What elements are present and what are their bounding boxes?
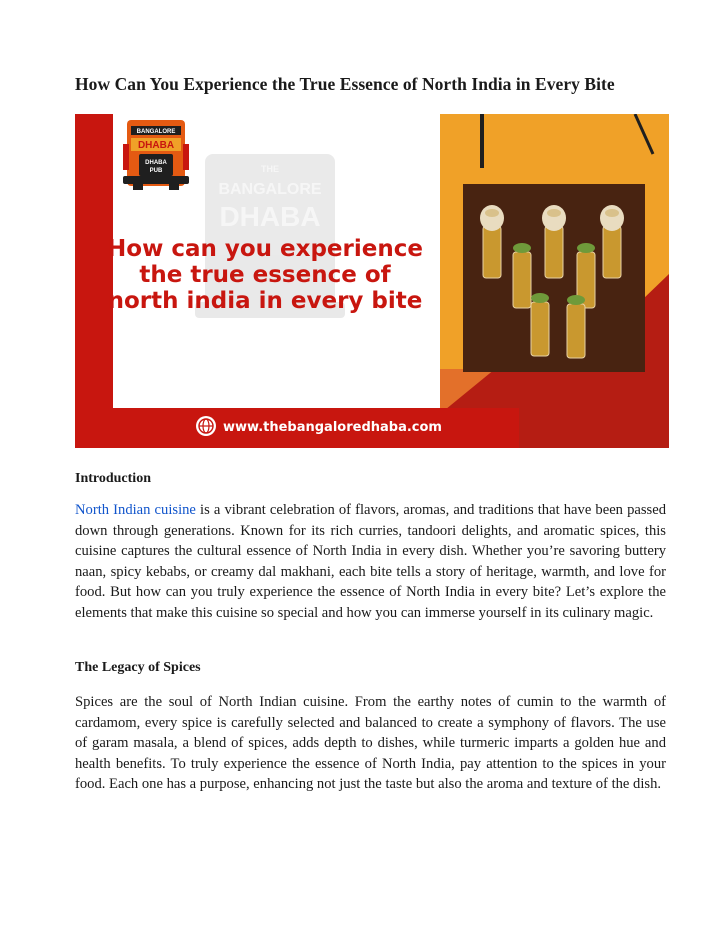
- watermark-text-1: THE: [261, 164, 279, 174]
- section-heading-spices: The Legacy of Spices: [75, 660, 201, 675]
- banner-red-frame-left: [75, 114, 113, 448]
- spices-paragraph: Spices are the soul of North Indian cuisine. From the earthy notes of cumin to the warmth of cardamom, every spice is carefully selected and balanced to create a symphony of flavors. The use of garam masala, a blend of spices, adds depth to dishes, while turmeric imparts a golden hue and health benefits. To truly experience the essence of North India, pay attention to the spices in your food. Each one has a purpose, enhancing not just the taste but also the aroma and texture of the dish.: [75, 694, 666, 793]
- banner-headline-line1: How can you experience: [107, 236, 423, 262]
- page-title: How Can You Experience the True Essence of North India in Every Bite: [75, 74, 615, 94]
- globe-icon: [196, 416, 216, 436]
- logo-plate-line1: DHABA: [145, 160, 167, 166]
- intro-paragraph-text: is a vibrant celebration of flavors, aromas, and traditions that have been passed down through generations. Known for its rich curries, tandoori delights, and aromatic spices, this cuisine captures the cultural essence of North India in every dish. Whether you’re savoring buttery naan, spicy kebabs, or creamy dal makhani, each bite tells a story of heritage, warmth, and love for food. But how can you truly experience the essence of North India in every bite? Let’s explore the elements that make this cuisine so special and how you can immerse yourself in its culinary magic.: [75, 502, 666, 621]
- intro-paragraph: [75, 500, 666, 624]
- banner-website: www.thebangaloredhaba.com: [223, 420, 442, 435]
- watermark-text-2: BANGALORE: [218, 181, 322, 198]
- north-indian-cuisine-link[interactable]: North Indian cuisine: [75, 502, 196, 518]
- banner-headline-line3: north india in every bite: [107, 288, 423, 314]
- watermark-text-3: DHABA: [219, 201, 321, 232]
- banner-headline-line2: the true essence of: [139, 262, 391, 288]
- section-heading-introduction: Introduction: [75, 471, 151, 486]
- logo-mid-text: DHABA: [137, 140, 175, 151]
- logo-plate-line2: PUB: [149, 168, 163, 174]
- food-photo: [463, 184, 645, 372]
- hero-banner-image: [75, 114, 669, 448]
- logo-top-text: BANGALORE: [136, 129, 176, 135]
